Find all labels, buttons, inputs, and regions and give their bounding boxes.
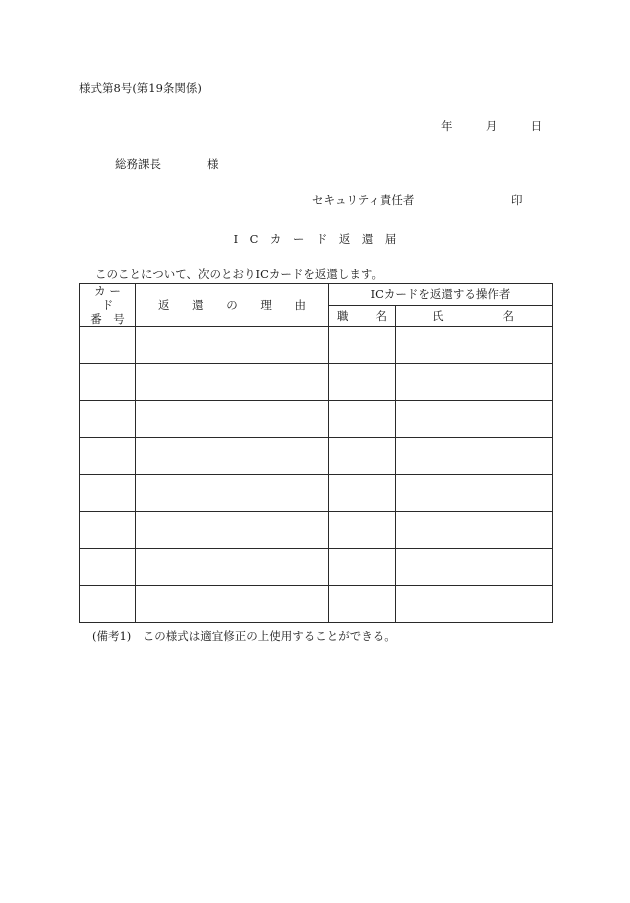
- card-number-cell[interactable]: [80, 512, 136, 549]
- table-row: [80, 401, 553, 438]
- name-cell[interactable]: [396, 512, 553, 549]
- addressee-honorific: 様: [207, 157, 219, 171]
- reason-cell[interactable]: [136, 364, 329, 401]
- return-table: [79, 283, 553, 623]
- date-line: [441, 119, 542, 133]
- header-card-number: [80, 284, 136, 327]
- position-cell[interactable]: [329, 586, 396, 623]
- header-card-number-bottom: 番 号: [90, 312, 125, 326]
- reason-cell[interactable]: [136, 549, 329, 586]
- name-cell[interactable]: [396, 549, 553, 586]
- form-number: 様式第8号(第19条関係): [79, 81, 202, 95]
- intro-text: このことについて、次のとおりICカードを返還します。: [95, 267, 383, 281]
- table-row: [80, 512, 553, 549]
- date-day-label: 日: [530, 119, 543, 133]
- reason-cell[interactable]: [136, 586, 329, 623]
- table-row: [80, 586, 553, 623]
- position-cell[interactable]: [329, 475, 396, 512]
- position-cell[interactable]: [329, 512, 396, 549]
- card-number-cell[interactable]: [80, 401, 136, 438]
- card-number-cell[interactable]: [80, 364, 136, 401]
- document-title: I C カ ー ド 返 還 届: [233, 232, 397, 246]
- header-reason-char-5: 由: [294, 298, 306, 312]
- reason-cell[interactable]: [136, 475, 329, 512]
- header-name-char-2: 名: [502, 308, 514, 323]
- header-name-char-1: 氏: [432, 308, 444, 323]
- name-cell[interactable]: [396, 438, 553, 475]
- name-cell[interactable]: [396, 586, 553, 623]
- header-card-number-top: カ ー ド: [94, 284, 121, 312]
- name-cell[interactable]: [396, 364, 553, 401]
- table-row: [80, 549, 553, 586]
- header-reason-char-4: 理: [260, 298, 272, 312]
- reason-cell[interactable]: [136, 401, 329, 438]
- remark-note: (備考1) この様式は適宜修正の上使用することができる。: [92, 629, 396, 643]
- header-reason-char-2: 還: [192, 298, 204, 312]
- addressee-name: 総務課長: [115, 157, 161, 171]
- table-body: [80, 327, 553, 623]
- header-position: [329, 305, 396, 327]
- card-number-cell[interactable]: [80, 475, 136, 512]
- date-month-label: 月: [485, 119, 498, 133]
- position-cell[interactable]: [329, 549, 396, 586]
- seal-mark: 印: [511, 193, 523, 207]
- position-cell[interactable]: [329, 401, 396, 438]
- addressee: [115, 157, 219, 171]
- name-cell[interactable]: [396, 401, 553, 438]
- card-number-cell[interactable]: [80, 586, 136, 623]
- header-reason-char-1: 返: [158, 298, 170, 312]
- position-cell[interactable]: [329, 327, 396, 364]
- date-year-label: 年: [441, 119, 453, 133]
- position-cell[interactable]: [329, 438, 396, 475]
- sender-title: セキュリティ責任者: [312, 193, 415, 207]
- card-number-cell[interactable]: [80, 438, 136, 475]
- reason-cell[interactable]: [136, 438, 329, 475]
- table-row: [80, 475, 553, 512]
- name-cell[interactable]: [396, 475, 553, 512]
- table-row: [80, 364, 553, 401]
- card-number-cell[interactable]: [80, 327, 136, 364]
- header-reason: [136, 284, 329, 327]
- table-row: [80, 438, 553, 475]
- reason-cell[interactable]: [136, 512, 329, 549]
- name-cell[interactable]: [396, 327, 553, 364]
- position-cell[interactable]: [329, 364, 396, 401]
- header-position-char-1: 職: [337, 308, 349, 323]
- card-number-cell[interactable]: [80, 549, 136, 586]
- header-name: [396, 305, 553, 327]
- table-row: [80, 327, 553, 364]
- header-reason-char-3: の: [226, 298, 238, 312]
- header-operator: ICカードを返還する操作者: [329, 284, 553, 306]
- reason-cell[interactable]: [136, 327, 329, 364]
- header-position-char-2: 名: [375, 308, 387, 323]
